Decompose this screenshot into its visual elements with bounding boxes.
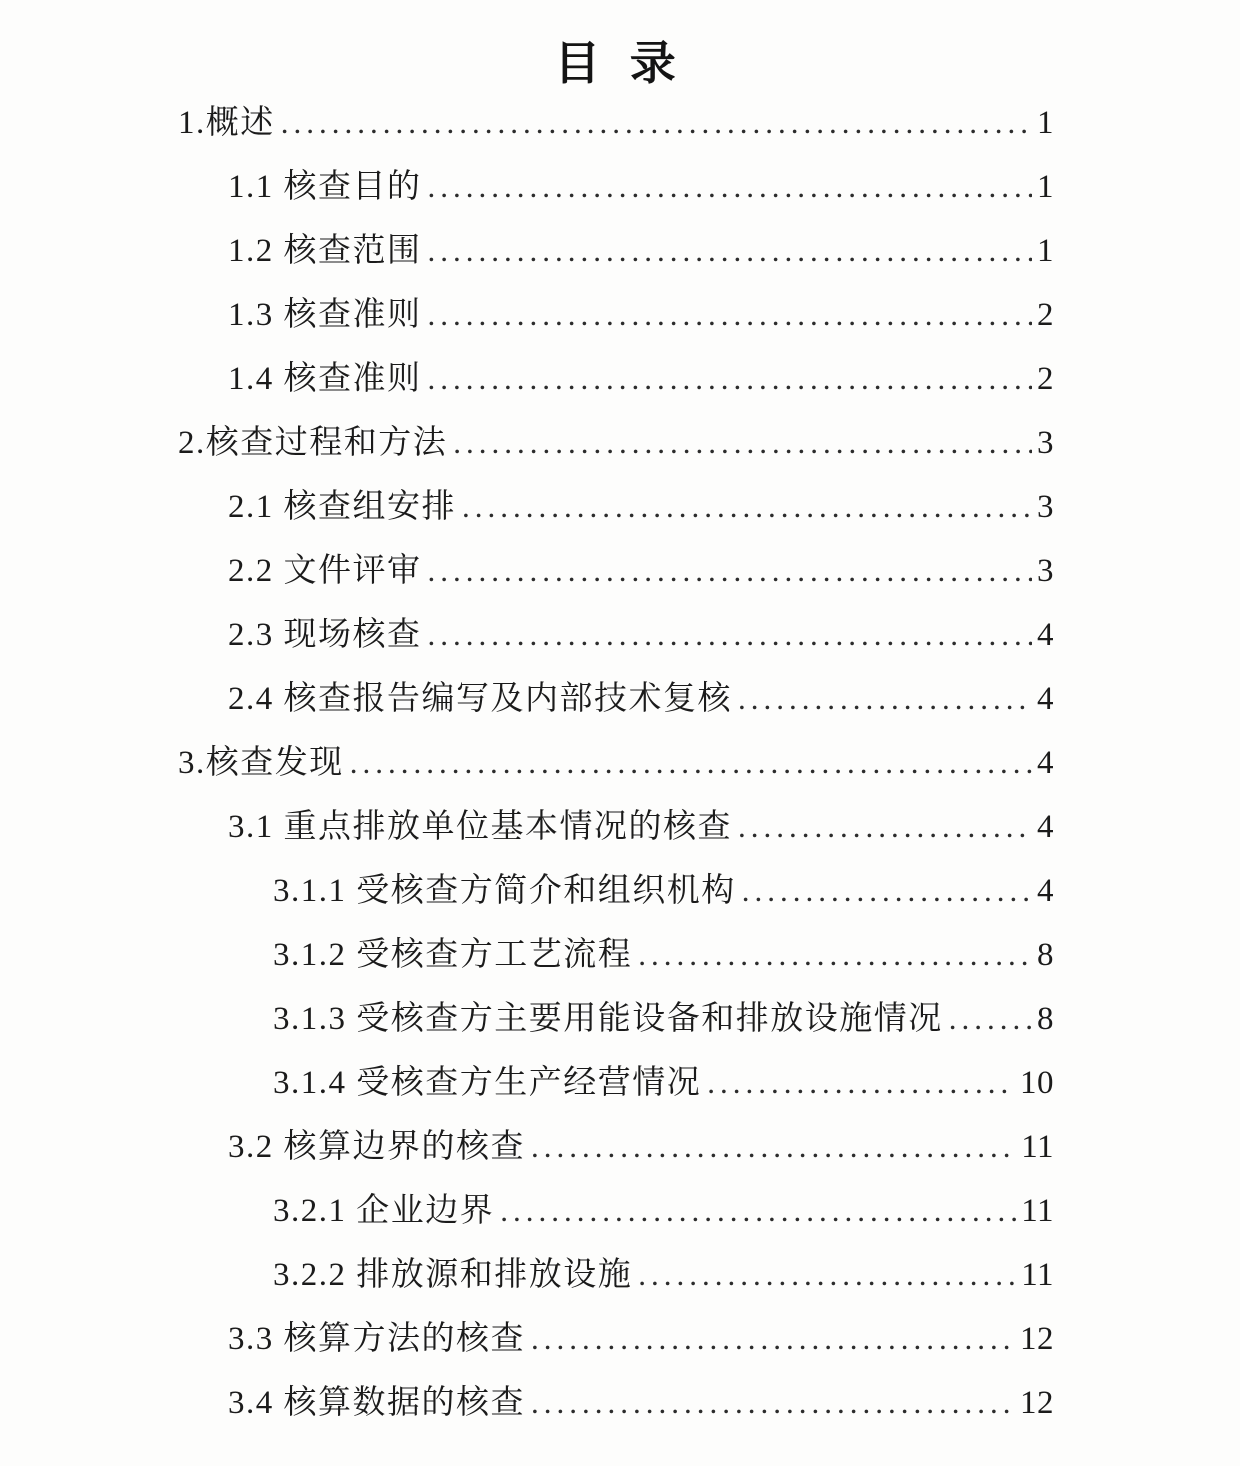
- toc-page-number: 4: [1037, 616, 1054, 653]
- toc-dot-leader: [428, 299, 1033, 332]
- toc-page-number: 4: [1037, 872, 1054, 909]
- toc-dot-leader: [281, 107, 1032, 140]
- toc-row: [178, 1384, 1054, 1421]
- toc-entry-label: 3.1.1 受核查方简介和组织机构: [273, 872, 736, 909]
- toc-row: [178, 1256, 1054, 1293]
- toc-entry-label: 1.1 核查目的: [228, 168, 422, 205]
- toc-list: [178, 104, 1054, 1421]
- toc-dot-leader: [707, 1067, 1015, 1100]
- toc-row: [178, 552, 1054, 589]
- toc-page-number: 1: [1037, 232, 1054, 269]
- toc-dot-leader: [531, 1131, 1016, 1164]
- toc-dot-leader: [428, 619, 1033, 652]
- toc-page-number: 4: [1037, 680, 1054, 717]
- toc-row: [178, 296, 1054, 333]
- toc-entry-label: 3.1.3 受核查方主要用能设备和排放设施情况: [273, 1000, 943, 1037]
- toc-row: [178, 1320, 1054, 1357]
- toc-title: 目 录: [554, 38, 678, 89]
- toc-entry-label: 2.1 核查组安排: [228, 488, 456, 525]
- toc-page-number: 3: [1037, 552, 1054, 589]
- toc-dot-leader: [428, 235, 1033, 268]
- toc-dot-leader: [428, 363, 1033, 396]
- toc-dot-leader: [638, 1259, 1016, 1292]
- toc-row: [178, 232, 1054, 269]
- toc-page-number: 2: [1037, 360, 1054, 397]
- toc-entry-label: 3.1 重点排放单位基本情况的核查: [228, 808, 732, 845]
- toc-row: [178, 680, 1054, 717]
- toc-entry-label: 3.1.2 受核查方工艺流程: [273, 936, 633, 973]
- toc-row: [178, 360, 1054, 397]
- toc-dot-leader: [500, 1195, 1016, 1228]
- toc-page-number: 1: [1037, 104, 1054, 141]
- toc-entry-label: 1.2 核查范围: [228, 232, 422, 269]
- toc-row: [178, 808, 1054, 845]
- toc-dot-leader: [531, 1387, 1015, 1420]
- toc-entry-label: 2.2 文件评审: [228, 552, 422, 589]
- toc-page-number: 12: [1020, 1320, 1054, 1357]
- toc-row: [178, 488, 1054, 525]
- toc-row: [178, 1000, 1054, 1037]
- toc-entry-label: 3.2 核算边界的核查: [228, 1128, 525, 1165]
- toc-page-number: 10: [1020, 1064, 1054, 1101]
- toc-dot-leader: [742, 875, 1032, 908]
- toc-row: [178, 1064, 1054, 1101]
- toc-page-number: 8: [1037, 1000, 1054, 1037]
- toc-entry-label: 3.1.4 受核查方生产经营情况: [273, 1064, 702, 1101]
- toc-dot-leader: [453, 427, 1032, 460]
- toc-entry-label: 1.3 核查准则: [228, 296, 422, 333]
- toc-entry-label: 1.概述: [178, 104, 275, 141]
- toc-row: [178, 104, 1054, 141]
- toc-row: [178, 872, 1054, 909]
- toc-page-number: 4: [1037, 744, 1054, 781]
- toc-page-number: 11: [1021, 1256, 1054, 1293]
- toc-page-number: 4: [1037, 808, 1054, 845]
- toc-page-number: 3: [1037, 424, 1054, 461]
- toc-page-number: 3: [1037, 488, 1054, 525]
- toc-entry-label: 3.2.2 排放源和排放设施: [273, 1256, 633, 1293]
- toc-entry-label: 3.3 核算方法的核查: [228, 1320, 525, 1357]
- toc-row: [178, 616, 1054, 653]
- toc-entry-label: 1.4 核查准则: [228, 360, 422, 397]
- toc-entry-label: 3.核查发现: [178, 744, 344, 781]
- toc-row: [178, 1128, 1054, 1165]
- toc-entry-label: 2.4 核查报告编写及内部技术复核: [228, 680, 732, 717]
- toc-entry-label: 3.4 核算数据的核查: [228, 1384, 525, 1421]
- toc-page-number: 1: [1037, 168, 1054, 205]
- toc-page-number: 11: [1021, 1192, 1054, 1229]
- toc-entry-label: 2.核查过程和方法: [178, 424, 448, 461]
- toc-dot-leader: [949, 1003, 1032, 1036]
- toc-page-number: 11: [1021, 1128, 1054, 1165]
- toc-dot-leader: [738, 811, 1032, 844]
- toc-page-number: 12: [1020, 1384, 1054, 1421]
- toc-page-number: 2: [1037, 296, 1054, 333]
- toc-row: [178, 744, 1054, 781]
- toc-dot-leader: [638, 939, 1032, 972]
- toc-dot-leader: [462, 491, 1032, 524]
- toc-row: [178, 424, 1054, 461]
- toc-row: [178, 1192, 1054, 1229]
- toc-dot-leader: [531, 1323, 1015, 1356]
- toc-row: [178, 168, 1054, 205]
- toc-dot-leader: [428, 555, 1033, 588]
- toc-row: [178, 936, 1054, 973]
- toc-dot-leader: [428, 171, 1033, 204]
- toc-dot-leader: [738, 683, 1032, 716]
- toc-entry-label: 3.2.1 企业边界: [273, 1192, 495, 1229]
- toc-entry-label: 2.3 现场核查: [228, 616, 422, 653]
- toc-dot-leader: [350, 747, 1032, 780]
- toc-page-number: 8: [1037, 936, 1054, 973]
